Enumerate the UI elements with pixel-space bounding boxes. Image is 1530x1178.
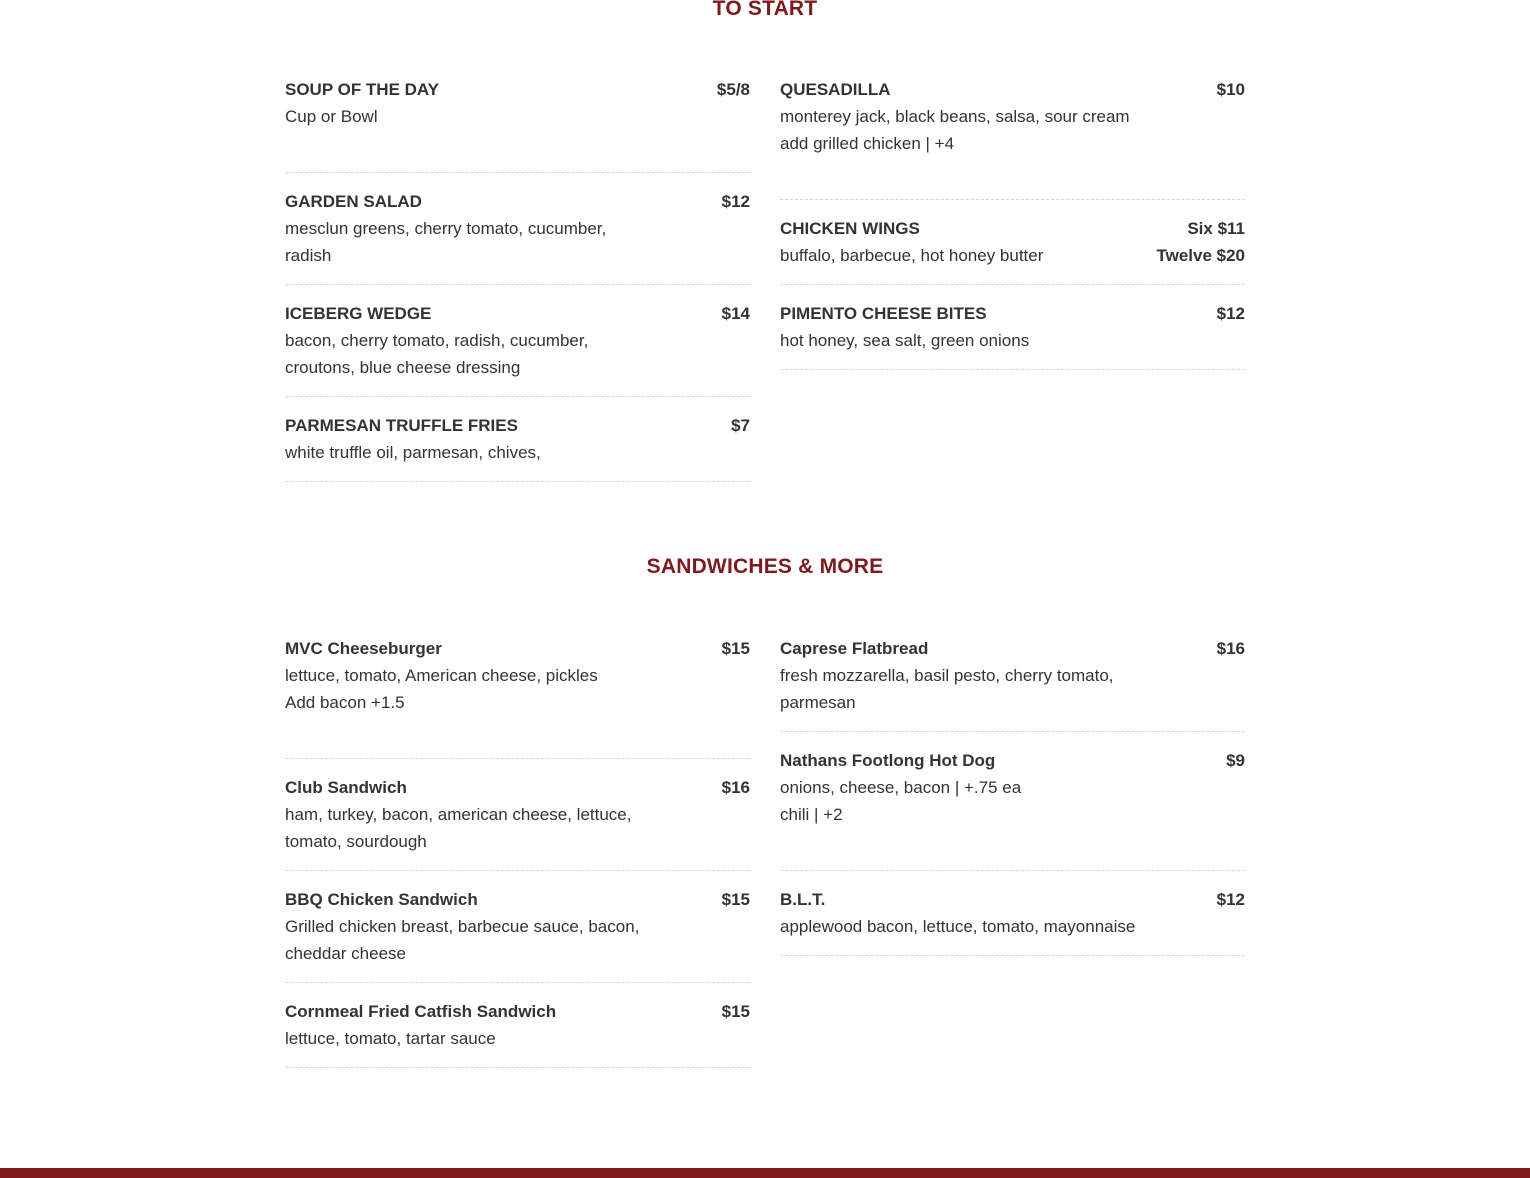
item-price [1217,76,1245,103]
item-name: CHICKEN WINGS [780,219,920,238]
item-name: Nathans Footlong Hot Dog [780,751,996,770]
desc-line: chili | +2 [780,805,843,824]
item-description [780,103,1140,157]
price-line: $5/8 [716,80,750,99]
item-description [285,801,645,855]
price-line: Six $11 [1187,219,1245,238]
item-price [731,412,750,439]
item-price [722,774,750,801]
desc-line: radish [285,246,332,265]
item-price [722,998,750,1025]
item-description [780,327,1140,354]
item-name: B.L.T. [780,890,826,909]
menu-item [780,747,1245,871]
menu-item [285,998,750,1068]
menu-item [285,774,750,871]
item-name: QUESADILLA [780,80,891,99]
desc-line: tomato, sourdough [285,832,427,851]
price-line: Twelve $20 [1156,246,1245,265]
desc-line: white truffle oil, parmesan, chives, [285,443,541,462]
item-description [780,662,1140,716]
section-title-sandwiches: SANDWICHES & MORE [646,555,884,578]
price-line: $10 [1216,80,1245,99]
price-line: $16 [721,778,750,797]
item-name: Club Sandwich [285,778,407,797]
desc-line: lettuce, tomato, tartar sauce [285,1029,496,1048]
item-name: PIMENTO CHEESE BITES [780,304,987,323]
item-description [285,1025,645,1052]
price-line: $7 [731,416,750,435]
menu-item [780,300,1245,370]
menu-item [285,188,750,285]
menu-item [285,635,750,759]
price-line: $12 [1216,890,1245,909]
menu-item [285,300,750,397]
desc-line: Cup or Bowl [285,107,378,126]
menu-item [780,215,1245,285]
desc-line: onions, cheese, bacon | +.75 ea [780,778,1022,797]
desc-line: cheddar cheese [285,944,406,963]
item-description [285,439,645,466]
item-price [1217,635,1245,662]
item-name: GARDEN SALAD [285,192,422,211]
item-name: MVC Cheeseburger [285,639,442,658]
desc-line: fresh mozzarella, basil pesto, cherry tomato, [780,666,1114,685]
item-description [780,913,1140,940]
menu-item [285,76,750,173]
desc-line: lettuce, tomato, American cheese, pickles [285,666,598,685]
item-price [1156,215,1245,269]
footer-bar [0,1168,1530,1178]
menu-item [285,886,750,983]
price-line: $15 [721,1002,750,1021]
item-price [722,188,750,215]
item-name: PARMESAN TRUFFLE FRIES [285,416,518,435]
item-name: Cornmeal Fried Catfish Sandwich [285,1002,557,1021]
desc-line: mesclun greens, cherry tomato, cucumber, [285,219,607,238]
item-description [285,103,645,130]
desc-line: buffalo, barbecue, hot honey butter [780,246,1044,265]
desc-line: monterey jack, black beans, salsa, sour cream [780,107,1130,126]
price-line: $16 [1216,639,1245,658]
item-price [722,300,750,327]
item-price [1226,747,1245,774]
item-description [285,327,645,381]
item-name: SOUP OF THE DAY [285,80,439,99]
price-line: $12 [1216,304,1245,323]
price-line: $15 [721,890,750,909]
item-description [285,215,645,269]
menu-item [780,886,1245,956]
desc-line: Add bacon +1.5 [285,693,405,712]
desc-line: bacon, cherry tomato, radish, cucumber, [285,331,589,350]
desc-line: parmesan [780,693,856,712]
menu-item [780,635,1245,732]
item-price [722,886,750,913]
price-line: $15 [721,639,750,658]
desc-line: add grilled chicken | +4 [780,134,955,153]
price-line: $12 [721,192,750,211]
desc-line: croutons, blue cheese dressing [285,358,521,377]
price-line: $14 [721,304,750,323]
item-price [722,635,750,662]
section-title-to-start: TO START [712,0,818,20]
menu-item [780,76,1245,200]
item-price [717,76,750,103]
item-description [285,913,645,967]
menu-item [285,412,750,482]
item-name: BBQ Chicken Sandwich [285,890,478,909]
item-description [780,774,1140,828]
item-price [1217,300,1245,327]
item-description [780,242,1140,269]
item-price [1217,886,1245,913]
item-name: Caprese Flatbread [780,639,929,658]
desc-line: hot honey, sea salt, green onions [780,331,1030,350]
item-name: ICEBERG WEDGE [285,304,432,323]
desc-line: ham, turkey, bacon, american cheese, lettuce, [285,805,632,824]
price-line: $9 [1226,751,1245,770]
desc-line: Grilled chicken breast, barbecue sauce, bacon, [285,917,640,936]
item-description [285,662,645,716]
desc-line: applewood bacon, lettuce, tomato, mayonnaise [780,917,1136,936]
